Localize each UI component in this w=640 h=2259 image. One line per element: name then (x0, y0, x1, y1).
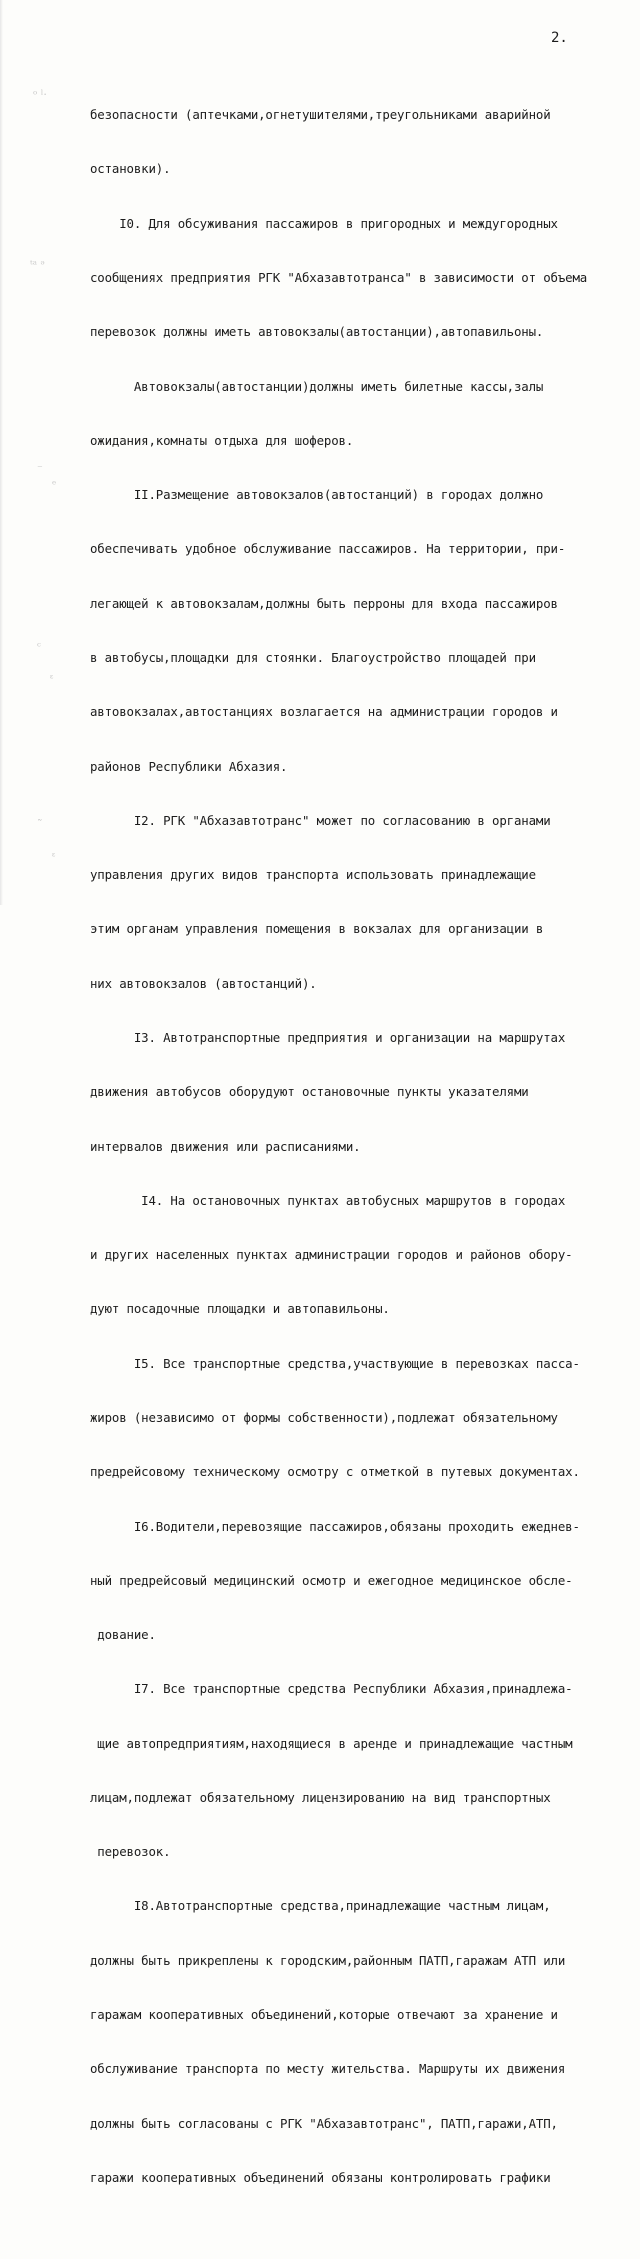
text-line: жиров (независимо от формы собственности),подлежат обязательному (90, 1409, 558, 1425)
text-line: I0. Для обсуживания пассажиров в пригородных и междугородных (90, 215, 558, 231)
text-line: управления других видов транспорта использовать принадлежащие (90, 867, 536, 883)
margin-smudge: ᵒ ˡ· (33, 88, 47, 101)
text-line: районов Республики Абхазия. (90, 758, 288, 774)
text-line: предрейсовому техническому осмотру с отметкой в путевых документах. (90, 1464, 580, 1480)
text-line: этим органам управления помещения в вокзалах для организации в (90, 921, 544, 937)
text-line: в автобусы,площадки для стоянки. Благоустройство площадей при (90, 650, 536, 665)
text-line: ный предрейсовый медицинский осмотр и ежегодное медицинское обсле- (90, 1572, 573, 1588)
text-line: перевозок должны иметь автовокзалы(автостанции),автопавильоны. (90, 324, 544, 340)
page-edge-shadow (0, 0, 3, 905)
text-line: и других населенных пунктах администрации городов и районов обору- (90, 1247, 573, 1263)
text-line: них автовокзалов (автостанций). (90, 975, 317, 991)
text-line: должны быть согласованы с РГК "Абхазавтотранс", ПАТП,гаражи,АТП, (90, 2115, 558, 2131)
text-line: должны быть прикреплены к городским,районным ПАТП,гаражам АТП или (90, 1952, 566, 1968)
margin-smudge: ᵋ (50, 672, 54, 685)
text-line: обслуживание транспорта по месту жительства. Маршруты их движения (90, 2061, 566, 2077)
text-line: II.Размещение автовокзалов(автостанций) в городах должно (90, 487, 544, 503)
text-line: I6.Водители,перевозящие пассажиров,обязаны проходить ежеднев- (90, 1518, 580, 1534)
text-line (90, 2223, 602, 2241)
text-line: I2. РГК "Абхазавтотранс" может по согласованию в органами (90, 812, 551, 828)
document-body (90, 70, 602, 2259)
text-line: I7. Все транспортные средства Республики Абхазия,принадлежа- (90, 1681, 573, 1697)
text-line: I8.Автотранспортные средства,принадлежащие частным лицам, (90, 1898, 551, 1914)
margin-smudge: ᵉ (52, 478, 57, 491)
text-line: щие автопредприятиям,находящиеся в аренде и принадлежащие частным (90, 1735, 573, 1751)
text-line: автовокзалах,автостанциях возлагается на администрации городов и (90, 704, 558, 720)
text-line: дование. (90, 1627, 156, 1643)
text-line: перевозок. (90, 1844, 171, 1860)
text-line: I3. Автотранспортные предприятия и организации на маршрутах (90, 1029, 566, 1045)
text-line: Автовокзалы(автостанции)должны иметь билетные кассы,залы (90, 378, 544, 394)
text-line: ожидания,комнаты отдыха для шоферов. (90, 432, 354, 448)
margin-smudge: ˜ (37, 818, 43, 831)
text-line: сообщениях предприятия РГК "Абхазавтотранса" в зависимости от объема (90, 270, 588, 286)
text-line: I4. На остановочных пунктах автобусных маршрутов в городах (90, 1192, 566, 1208)
text-line: гаражам кооперативных объединений,которые отвечают за хранение и (90, 2007, 558, 2023)
margin-smudge: ⁻ (37, 462, 43, 475)
text-line: движения автобусов оборудуют остановочные пункты указателями (90, 1084, 529, 1100)
text-line: остановки). (90, 161, 171, 177)
margin-smudge: ᵗᵃ ᵊ (30, 258, 45, 271)
text-line: интервалов движения или расписаниями. (90, 1138, 361, 1154)
text-line: гаражи кооперативных объединений обязаны контролировать графики (90, 2169, 551, 2185)
text-line: I5. Все транспортные средства,участвующие в перевозках пасса- (90, 1355, 580, 1371)
margin-smudge: ᶜ (37, 640, 41, 653)
margin-smudge: ᵋ (52, 850, 56, 863)
text-line: дуют посадочные площадки и автопавильоны. (90, 1301, 390, 1317)
text-line: лицам,подлежат обязательному лицензированию на вид транспортных (90, 1789, 551, 1805)
page-number: 2. (551, 30, 568, 46)
text-line: безопасности (аптечками,огнетушителями,треугольниками аварийной (90, 107, 551, 123)
text-line: легающей к автовокзалам,должны быть перроны для входа пассажиров (90, 595, 558, 611)
text-line: обеспечивать удобное обслуживание пассажиров. На территории, при- (90, 541, 566, 557)
